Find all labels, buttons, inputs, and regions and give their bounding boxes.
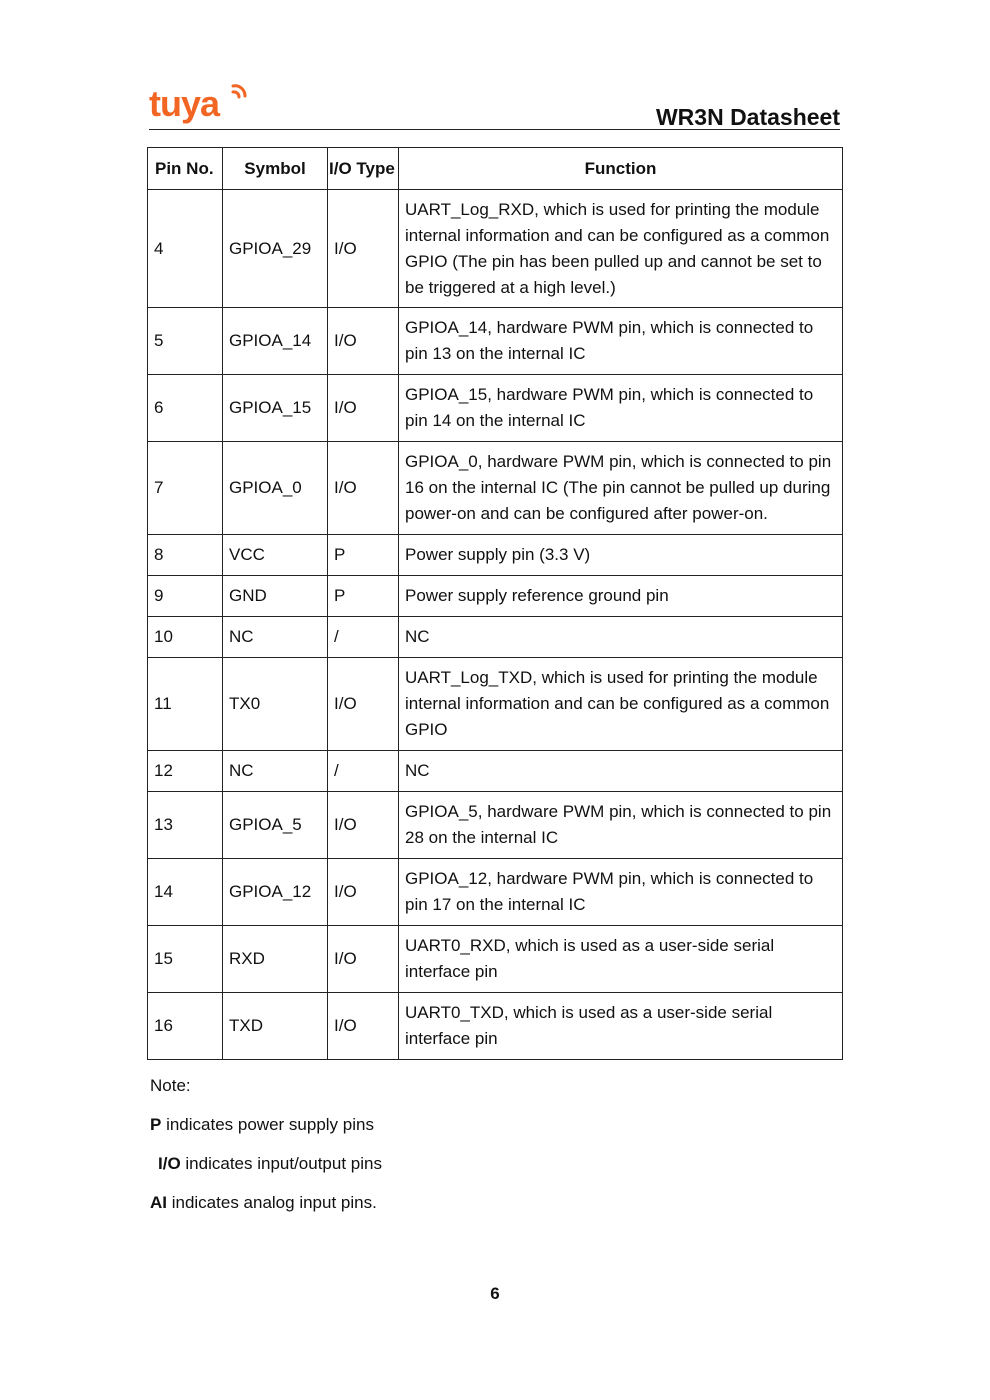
io-type-cell: I/O bbox=[328, 658, 399, 751]
table-row bbox=[148, 993, 843, 1060]
io-type-cell: P bbox=[328, 535, 399, 576]
table-row bbox=[148, 658, 843, 751]
table-row bbox=[148, 576, 843, 617]
symbol-cell: GPIOA_5 bbox=[223, 792, 328, 859]
note-text: indicates analog input pins. bbox=[167, 1193, 377, 1212]
symbol-cell: GPIOA_12 bbox=[223, 859, 328, 926]
page-number: 6 bbox=[490, 1284, 500, 1303]
io-type-cell: I/O bbox=[328, 926, 399, 993]
symbol-cell: GPIOA_15 bbox=[223, 375, 328, 442]
function-cell: Power supply reference ground pin bbox=[399, 576, 843, 617]
table-row bbox=[148, 308, 843, 375]
pin-number-cell: 9 bbox=[148, 576, 223, 617]
table-row bbox=[148, 535, 843, 576]
note-item-analog bbox=[150, 1193, 377, 1213]
pin-number-cell: 12 bbox=[148, 751, 223, 792]
function-cell: GPIOA_14, hardware PWM pin, which is connected to pin 13 on the internal IC bbox=[399, 308, 843, 375]
symbol-cell: NC bbox=[223, 751, 328, 792]
function-cell: UART0_TXD, which is used as a user-side serial interface pin bbox=[399, 993, 843, 1060]
symbol-cell: GPIOA_14 bbox=[223, 308, 328, 375]
io-type-cell: I/O bbox=[328, 442, 399, 535]
pin-number-cell: 8 bbox=[148, 535, 223, 576]
function-cell: GPIOA_12, hardware PWM pin, which is connected to pin 17 on the internal IC bbox=[399, 859, 843, 926]
symbol-cell: NC bbox=[223, 617, 328, 658]
note-text: indicates power supply pins bbox=[161, 1115, 374, 1134]
function-cell: NC bbox=[399, 617, 843, 658]
pin-definition-table bbox=[147, 147, 843, 1060]
table-row bbox=[148, 190, 843, 308]
table-row bbox=[148, 926, 843, 993]
io-type-cell: I/O bbox=[328, 375, 399, 442]
io-type-cell: I/O bbox=[328, 993, 399, 1060]
pin-number-cell: 6 bbox=[148, 375, 223, 442]
pin-number-cell: 11 bbox=[148, 658, 223, 751]
function-cell: NC bbox=[399, 751, 843, 792]
table-row bbox=[148, 859, 843, 926]
symbol-cell: TXD bbox=[223, 993, 328, 1060]
table-row bbox=[148, 751, 843, 792]
note-item-power bbox=[150, 1115, 374, 1135]
function-cell: UART_Log_TXD, which is used for printing the module internal information and can be configured as a common GPIO bbox=[399, 658, 843, 751]
io-type-cell: / bbox=[328, 617, 399, 658]
table-row bbox=[148, 792, 843, 859]
note-item-io bbox=[158, 1154, 382, 1174]
pin-number-cell: 15 bbox=[148, 926, 223, 993]
pin-number-cell: 16 bbox=[148, 993, 223, 1060]
function-cell: UART_Log_RXD, which is used for printing the module internal information and can be configured as a common GPIO (The pin has been pulled up and cannot be set to be triggered at a high level.) bbox=[399, 190, 843, 308]
pin-number-cell: 10 bbox=[148, 617, 223, 658]
note-text: indicates input/output pins bbox=[180, 1154, 382, 1173]
table-row bbox=[148, 617, 843, 658]
io-type-cell: I/O bbox=[328, 190, 399, 308]
pin-number-cell: 7 bbox=[148, 442, 223, 535]
note-term: I/O bbox=[158, 1154, 181, 1173]
io-type-cell: P bbox=[328, 576, 399, 617]
symbol-cell: VCC bbox=[223, 535, 328, 576]
function-cell: GPIOA_0, hardware PWM pin, which is connected to pin 16 on the internal IC (The pin cannot be pulled up during power-on and can be configured after power-on. bbox=[399, 442, 843, 535]
io-type-cell: I/O bbox=[328, 308, 399, 375]
logo-text: tuya bbox=[149, 83, 220, 124]
table-row bbox=[148, 375, 843, 442]
note-term: P bbox=[150, 1115, 162, 1134]
column-header-pin-no: Pin No. bbox=[148, 148, 223, 190]
pin-number-cell: 14 bbox=[148, 859, 223, 926]
table-header-row bbox=[148, 148, 843, 190]
symbol-cell: TX0 bbox=[223, 658, 328, 751]
column-header-io-type: I/O Type bbox=[328, 148, 399, 190]
tuya-logo bbox=[149, 82, 249, 130]
io-type-cell: I/O bbox=[328, 792, 399, 859]
pin-number-cell: 13 bbox=[148, 792, 223, 859]
note-term: AI bbox=[150, 1193, 167, 1212]
symbol-cell: GND bbox=[223, 576, 328, 617]
function-cell: UART0_RXD, which is used as a user-side serial interface pin bbox=[399, 926, 843, 993]
io-type-cell: I/O bbox=[328, 859, 399, 926]
function-cell: Power supply pin (3.3 V) bbox=[399, 535, 843, 576]
function-cell: GPIOA_15, hardware PWM pin, which is connected to pin 14 on the internal IC bbox=[399, 375, 843, 442]
pin-number-cell: 4 bbox=[148, 190, 223, 308]
io-type-cell: / bbox=[328, 751, 399, 792]
column-header-function: Function bbox=[399, 148, 843, 190]
symbol-cell: GPIOA_29 bbox=[223, 190, 328, 308]
symbol-cell: RXD bbox=[223, 926, 328, 993]
table-row bbox=[148, 442, 843, 535]
document-title: WR3N Datasheet bbox=[655, 104, 840, 130]
header-divider bbox=[149, 129, 840, 130]
column-header-symbol: Symbol bbox=[223, 148, 328, 190]
pin-number-cell: 5 bbox=[148, 308, 223, 375]
symbol-cell: GPIOA_0 bbox=[223, 442, 328, 535]
note-heading: Note: bbox=[150, 1076, 191, 1095]
function-cell: GPIOA_5, hardware PWM pin, which is connected to pin 28 on the internal IC bbox=[399, 792, 843, 859]
